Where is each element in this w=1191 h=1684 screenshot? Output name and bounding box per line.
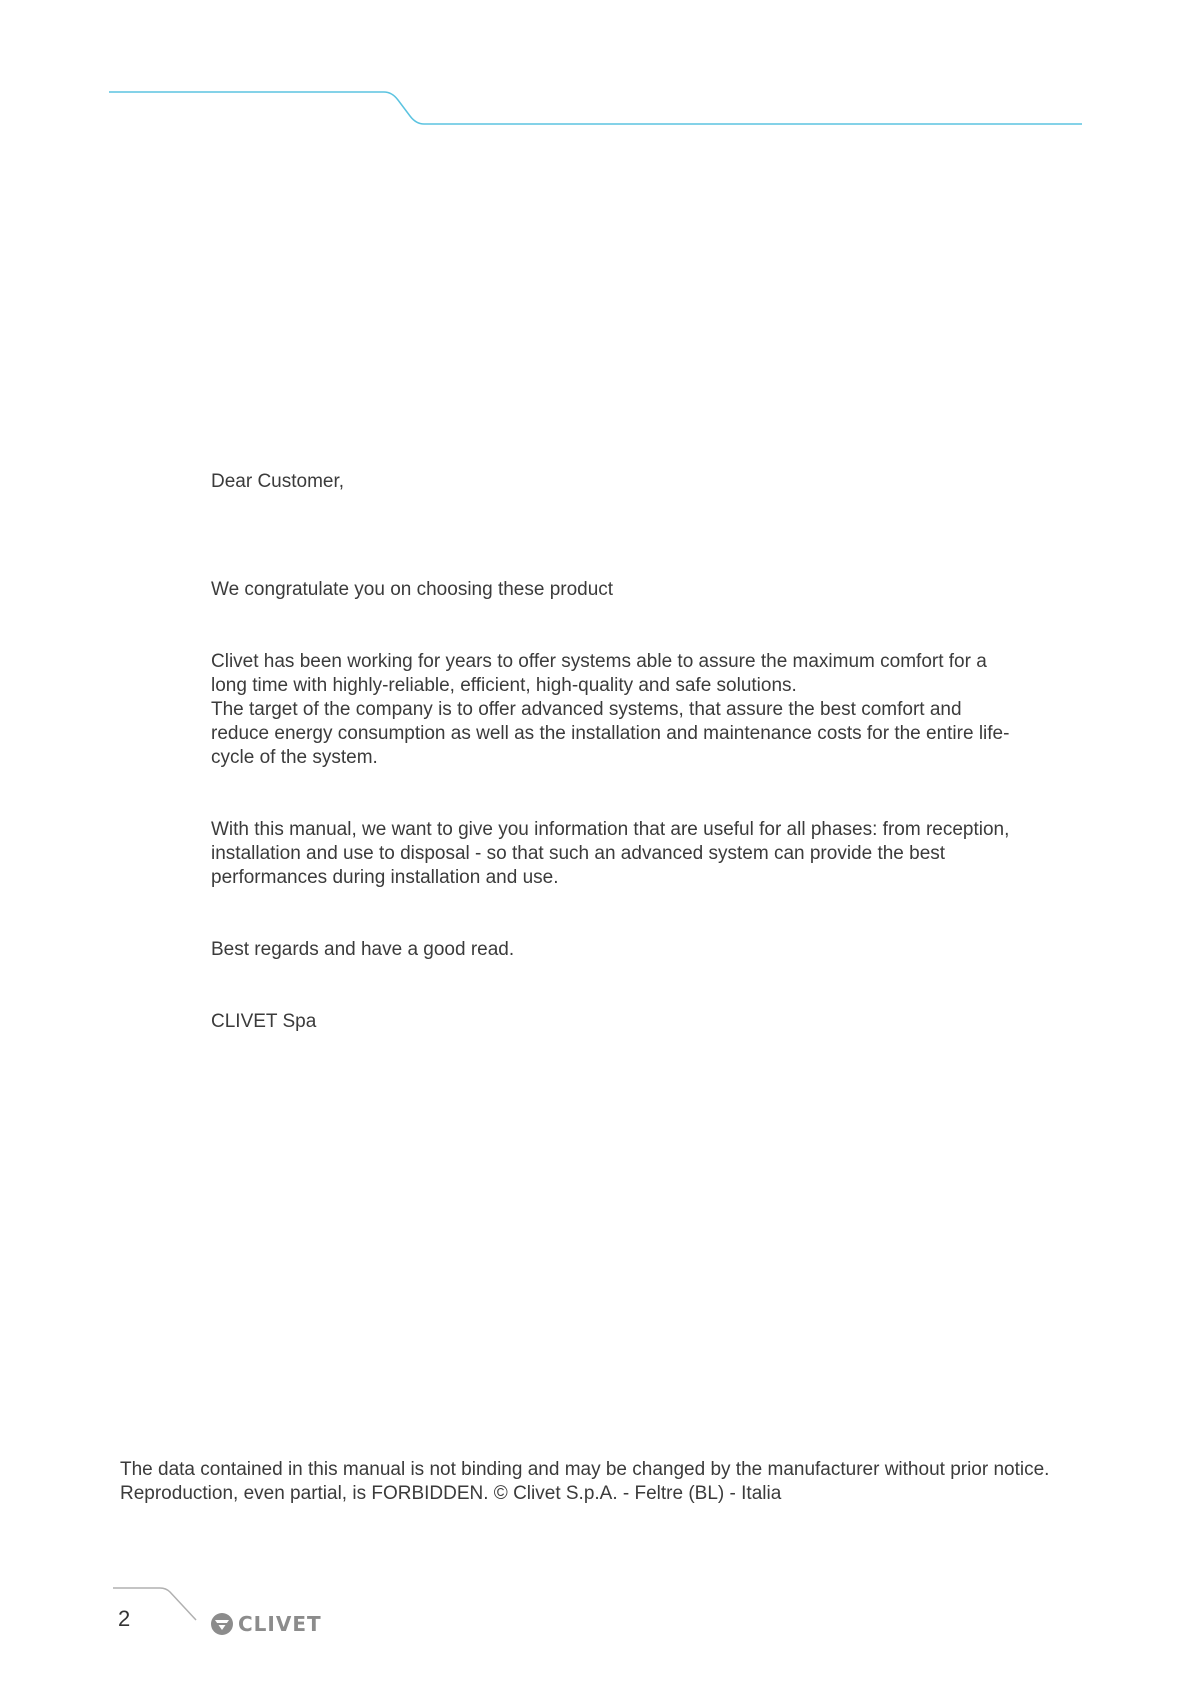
signature: CLIVET Spa <box>211 1011 317 1032</box>
disclaimer: The data contained in this manual is not binding and may be changed by the manufacturer without prior notice. Reproduction, even partial, is FORBIDDEN. © Clivet S.p.A. - Feltre (BL) - Italia <box>120 1459 1050 1504</box>
company-paragraph <box>211 650 1011 770</box>
company-paragraph-line-1: Clivet has been working for years to offer systems able to assure the maximum comfort for a long time with highly-reliable, efficient, high-quality and safe solutions. <box>211 651 987 696</box>
closing: Best regards and have a good read. <box>211 939 515 960</box>
page-number: 2 <box>118 1606 131 1631</box>
intro-sentence: We congratulate you on choosing these product <box>211 579 614 600</box>
company-paragraph-line-2: The target of the company is to offer advanced systems, that assure the best comfort and reduce energy consumption as well as the installation and maintenance costs for the entire life-cycle of the system. <box>211 699 1010 768</box>
salutation: Dear Customer, <box>211 471 345 492</box>
logo-wordmark: CLIVET <box>238 1612 322 1636</box>
header-rule <box>0 0 1191 140</box>
clivet-logo <box>210 1612 322 1636</box>
manual-paragraph: With this manual, we want to give you information that are useful for all phases: from reception, installation and use to disposal - so that such an advanced system can provide the best performances during installation and use. <box>211 819 1010 888</box>
clivet-logo-icon <box>210 1612 234 1636</box>
